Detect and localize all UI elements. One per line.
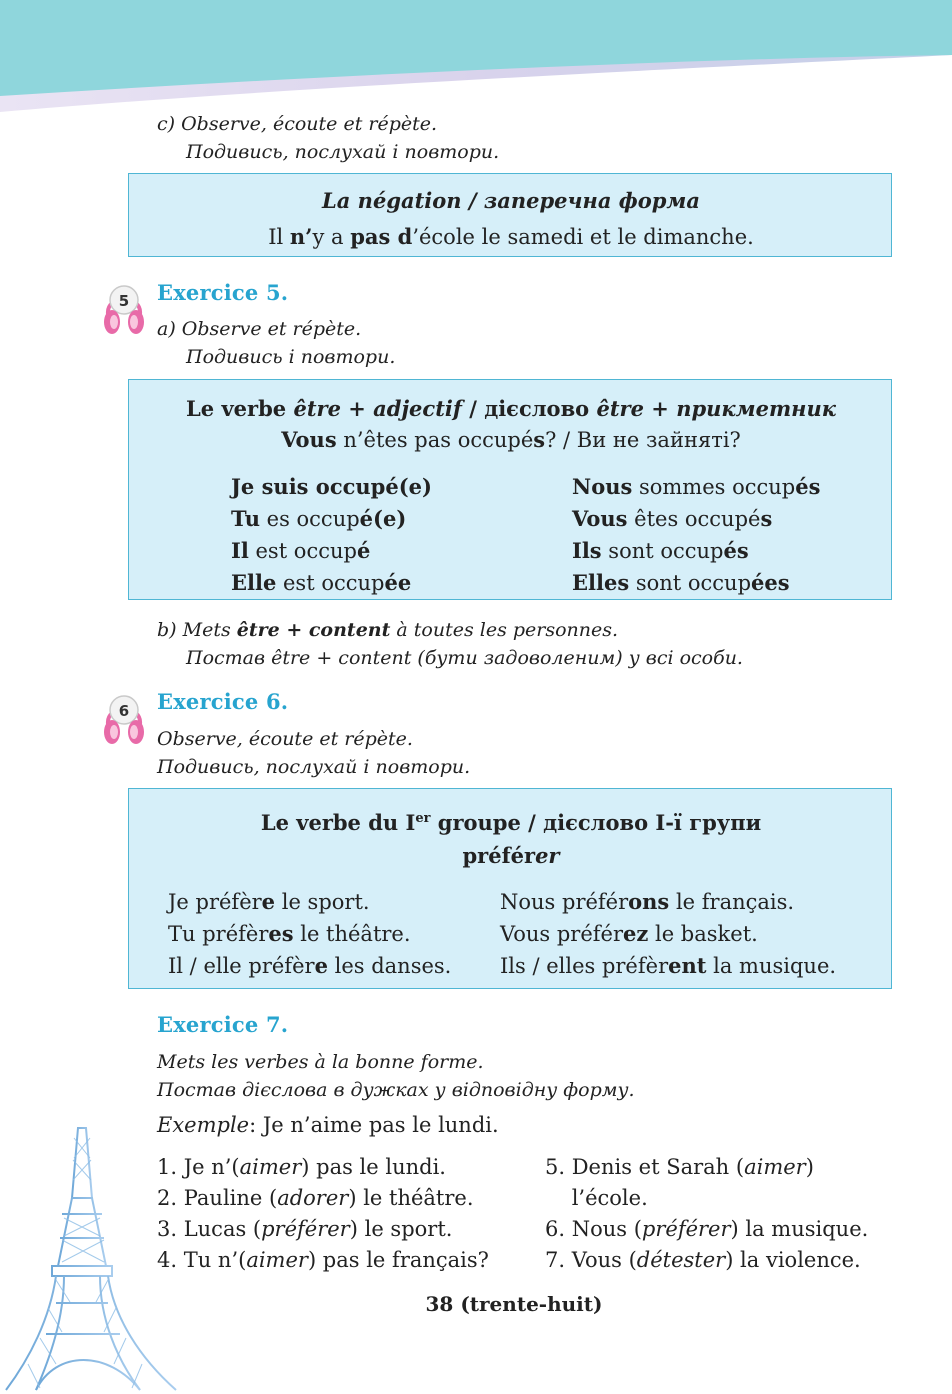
item6-c: ) la musique. [730, 1217, 869, 1241]
etre-title-2: être + adjectif [293, 396, 462, 421]
preferer-ils-c: la musique. [706, 954, 837, 978]
etre-row-elle [231, 567, 432, 599]
exercise-7-list-right [545, 1152, 868, 1276]
preferer-stem: préfér [462, 843, 536, 868]
preferer-tu-a: Tu préfèr [168, 922, 269, 946]
item5-c: ) [805, 1155, 814, 1179]
exercise-7-example [157, 1110, 499, 1141]
audio-track-6-icon[interactable] [102, 690, 146, 748]
preferer-row-ils [500, 950, 836, 982]
preferer-vous-c: le basket. [648, 922, 758, 946]
etre-row-il [231, 535, 432, 567]
item1-b: aimer [239, 1155, 302, 1179]
etre-il-pron: Il [231, 538, 249, 563]
item7-a: 7. Vous ( [545, 1248, 637, 1272]
etre-tu-pron: Tu [231, 506, 260, 531]
exercise-7-item-1 [157, 1152, 489, 1183]
item3-a: 3. Lucas ( [157, 1217, 262, 1241]
etre-row-nous [572, 471, 820, 503]
item3-b: préférer [261, 1217, 350, 1241]
item4-b: aimer [246, 1248, 308, 1272]
etre-tu-end: é(e) [359, 506, 407, 531]
exercise-5-b-instruction-fr [157, 616, 618, 644]
exercise-7-item-6 [545, 1214, 868, 1245]
negation-rule-box [128, 173, 892, 257]
example-label: Exemple [157, 1113, 250, 1137]
etre-elles-end: ées [751, 570, 790, 595]
item1-a: 1. Je n’( [157, 1155, 240, 1179]
preferer-row-il [168, 950, 451, 982]
preferer-ending: er [535, 843, 560, 868]
exercise-7-title [157, 1012, 288, 1037]
etre-ils-verb: sont occup [601, 539, 724, 563]
exercise-5-a-fr-text: Observe et répète. [181, 318, 362, 340]
etre-elles-pron: Elles [572, 570, 630, 595]
section-c-instruction-fr [157, 110, 437, 138]
item3-c: ) le sport. [349, 1217, 453, 1241]
exercise-7-number: 7. [258, 1012, 289, 1037]
item5-b: aimer [744, 1155, 806, 1179]
item5-cont: l’école. [545, 1186, 648, 1210]
etre-conjugation-left [231, 471, 432, 599]
negation-s5: ’école le samedi et le dimanche. [412, 225, 754, 249]
preferer-ils-b: ent [668, 953, 707, 978]
exercise-7-item-5 [545, 1152, 868, 1183]
item2-b: adorer [277, 1186, 349, 1210]
header-decoration [0, 0, 952, 118]
item7-b: détester [636, 1248, 726, 1272]
item4-c: ) pas le français? [307, 1248, 489, 1272]
item6-a: 6. Nous ( [545, 1217, 642, 1241]
preferer-vous-a: Vous préfér [500, 922, 624, 946]
etre-je: Je suis occupé(e) [231, 474, 432, 499]
section-c-fr-text: Observe, écoute et répète. [181, 113, 438, 135]
exercise-7-title-sc: Exercice [157, 1012, 259, 1037]
preferer-conjugation-right [500, 886, 836, 982]
preferer-title-2: groupe / дієслово I-ї групи [430, 810, 762, 835]
exercise-6-instruction-ua: Подивись, послухай і повтори. [157, 756, 471, 778]
etre-elle-end: ée [384, 570, 412, 595]
etre-q2: n’êtes pas occupé [336, 428, 534, 452]
exercise-6-title [157, 689, 288, 714]
etre-title-5: être + прикметник [596, 396, 836, 421]
exercise-6-number: 6. [258, 689, 289, 714]
exercise-7-item-4 [157, 1245, 489, 1276]
etre-box-question [129, 424, 893, 456]
item7-c: ) la violence. [725, 1248, 861, 1272]
exercise-7-list-left [157, 1152, 489, 1276]
item6-b: préférer [641, 1217, 731, 1241]
negation-example-sentence [129, 222, 893, 252]
exercise-7-item-5-cont [545, 1183, 868, 1214]
etre-q3: s [533, 427, 546, 452]
exercise-6-title-sc: Exercice [157, 689, 259, 714]
exercise-7-instruction-fr: Mets les verbes à la bonne forme. [157, 1051, 484, 1073]
exercise-5-title [157, 280, 288, 305]
page-number-digits: 38 [425, 1292, 454, 1316]
preferer-je-a: Je préfèr [168, 890, 262, 914]
preferer-il-b: e [314, 953, 328, 978]
page-number-word: (trente-huit) [453, 1292, 603, 1316]
preferer-il-a: Il / elle préfèr [168, 954, 315, 978]
etre-vous-end: s [760, 506, 773, 531]
etre-elle-verb: est occup [276, 571, 385, 595]
preferer-ils-a: Ils / elles préfèr [500, 954, 669, 978]
exercise-7-instruction-ua: Постав дієслова в дужках у відповідну форму. [157, 1079, 635, 1101]
item5-a: 5. Denis et Sarah ( [545, 1155, 745, 1179]
preferer-nous-b: ons [628, 889, 670, 914]
item4-a: 4. Tu n’( [157, 1248, 247, 1272]
etre-elles-verb: sont occup [629, 571, 752, 595]
etre-elle-pron: Elle [231, 570, 277, 595]
preferer-row-vous [500, 918, 836, 950]
section-c-label: c) [157, 113, 176, 135]
exercise-5-b-label: b) [157, 619, 177, 641]
preferer-conjugation-box [128, 788, 892, 989]
preferer-je-b: e [261, 889, 276, 914]
negation-box-title: La négation / заперечна форма [322, 188, 700, 213]
etre-il-end: é [356, 538, 371, 563]
preferer-il-c: les danses. [327, 954, 452, 978]
exercise-7-item-3 [157, 1214, 489, 1245]
exercise-5-b-fr1: Mets [182, 619, 237, 641]
etre-ils-pron: Ils [572, 538, 602, 563]
preferer-vous-b: ez [623, 921, 649, 946]
preferer-box-title [129, 803, 893, 838]
negation-s3: y a [312, 225, 351, 249]
etre-ils-end: és [723, 538, 749, 563]
item2-c: ) le théâtre. [348, 1186, 474, 1210]
negation-s2: n’ [289, 224, 313, 249]
etre-title-3: / [461, 396, 485, 421]
section-c-instruction-ua: Подивись, послухай і повтори. [186, 141, 500, 163]
preferer-row-tu [168, 918, 451, 950]
etre-nous-end: és [795, 474, 821, 499]
example-text: : Je n’aime pas le lundi. [249, 1113, 499, 1137]
etre-vous-pron: Vous [572, 506, 628, 531]
etre-il-verb: est occup [248, 539, 357, 563]
exercise-5-b-fr3: à toutes les personnes. [390, 619, 619, 641]
etre-title-4: дієслово [484, 396, 597, 421]
negation-s1: Il [268, 225, 290, 249]
preferer-nous-c: le français. [669, 890, 795, 914]
etre-conjugation-right [572, 471, 820, 599]
etre-adjectif-box [128, 379, 892, 600]
preferer-nous-a: Nous préfér [500, 890, 629, 914]
preferer-tu-c: le théâtre. [293, 922, 411, 946]
negation-s4: pas d [350, 224, 413, 249]
badge-5-number: 5 [118, 292, 130, 310]
audio-track-5-icon[interactable] [102, 280, 146, 338]
etre-box-title [129, 393, 893, 425]
preferer-title-1: Le verbe du I [260, 810, 416, 835]
exercise-5-b-instruction-ua: Постав être + content (бути задоволеним) у всі особи. [186, 647, 743, 669]
preferer-je-c: le sport. [275, 890, 370, 914]
preferer-tu-b: es [268, 921, 294, 946]
preferer-infinitive [129, 840, 893, 871]
preferer-row-je [168, 886, 451, 918]
etre-nous-pron: Nous [572, 474, 633, 499]
etre-title-1: Le verbe [186, 396, 294, 421]
etre-row-ils [572, 535, 820, 567]
exercise-5-a-instruction-fr [157, 315, 361, 343]
eiffel-tower-icon [0, 1098, 190, 1394]
exercise-5-a-label: a) [157, 318, 176, 340]
exercise-6-instruction-fr: Observe, écoute et répète. [157, 728, 413, 750]
exercise-7-item-7 [545, 1245, 868, 1276]
item2-a: 2. Pauline ( [157, 1186, 278, 1210]
exercise-5-number: 5. [258, 280, 289, 305]
etre-tu-verb: es occup [259, 507, 360, 531]
etre-q4: ? / Ви не зайняті? [545, 428, 741, 452]
etre-row-tu [231, 503, 432, 535]
badge-6-number: 6 [118, 702, 130, 720]
exercise-5-title-sc: Exercice [157, 280, 259, 305]
exercise-5-a-instruction-ua: Подивись і повтори. [186, 346, 396, 368]
exercise-7-item-2 [157, 1183, 489, 1214]
preferer-row-nous [500, 886, 836, 918]
exercise-5-b-fr2: être + content [236, 619, 391, 641]
preferer-title-sup: er [415, 811, 431, 826]
etre-row-vous [572, 503, 820, 535]
etre-row-je [231, 471, 432, 503]
etre-row-elles [572, 567, 820, 599]
etre-q1: Vous [281, 427, 337, 452]
etre-nous-verb: sommes occup [632, 475, 796, 499]
item1-c: ) pas le lundi. [301, 1155, 446, 1179]
preferer-conjugation-left [168, 886, 451, 982]
etre-vous-verb: êtes occupé [627, 507, 761, 531]
